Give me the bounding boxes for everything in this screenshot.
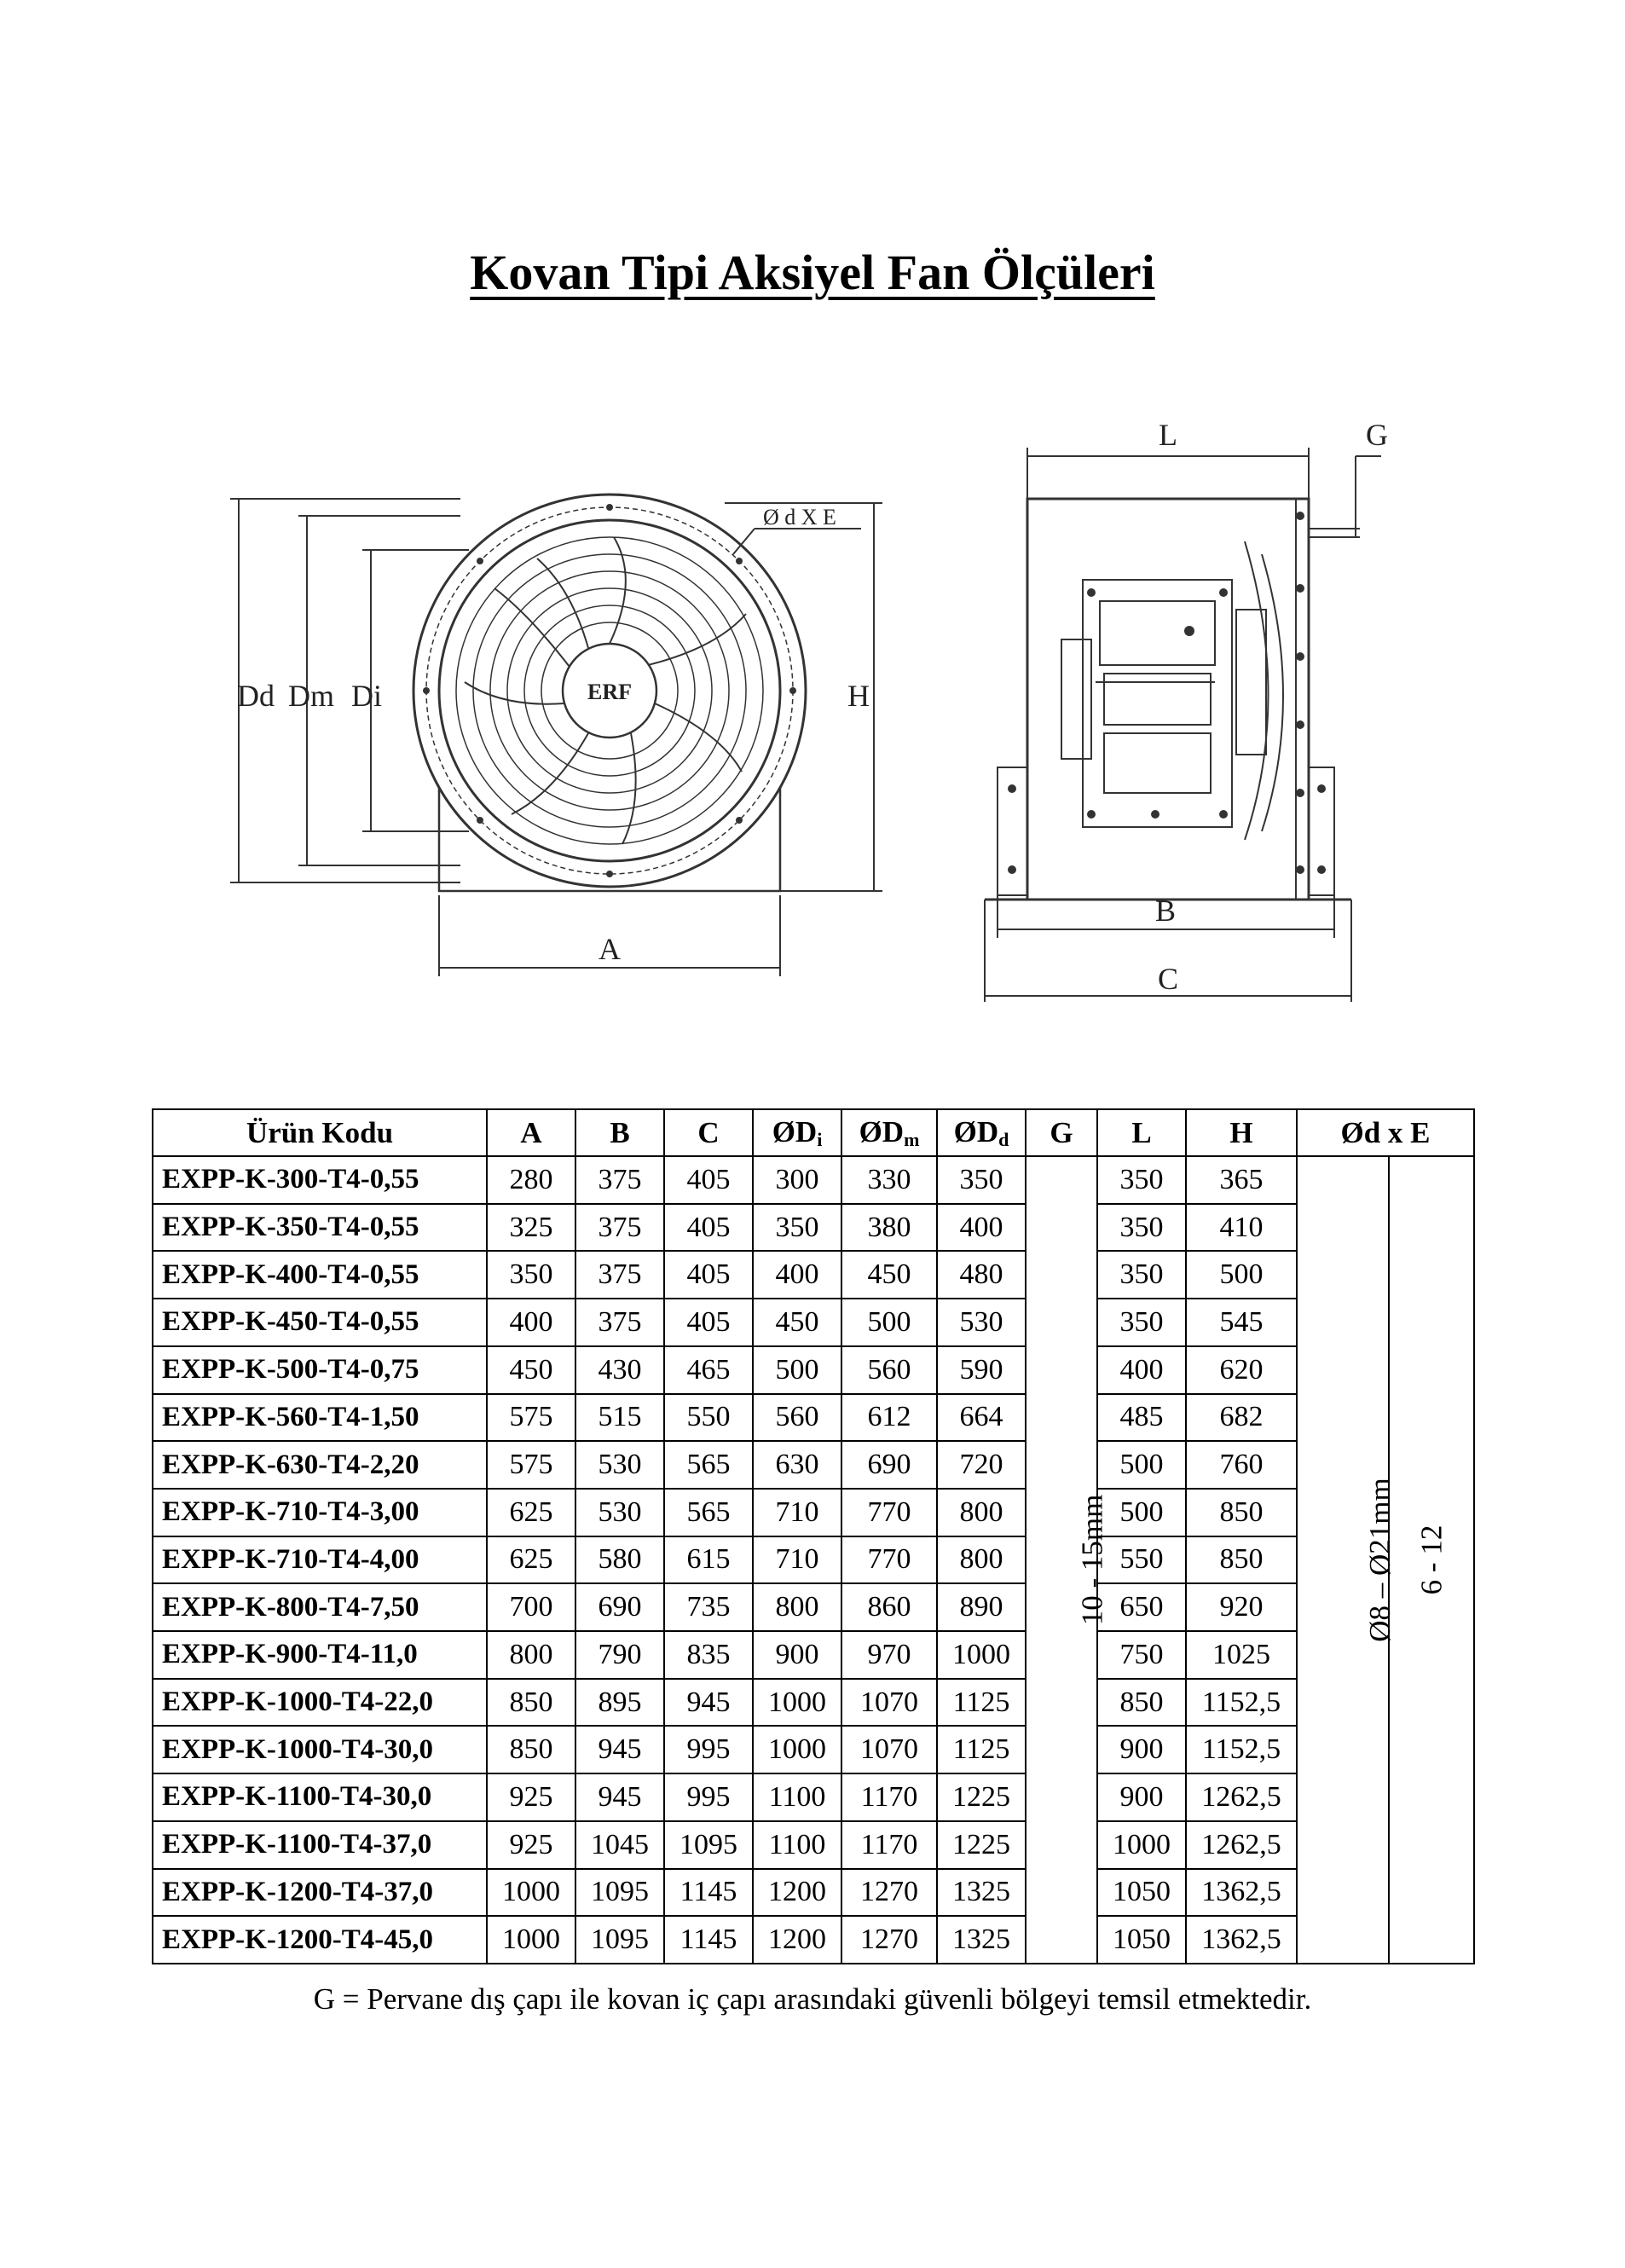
table-header-row [153, 1109, 1474, 1156]
header-code: Ürün Kodu [153, 1109, 487, 1156]
table-row: EXPP-K-710-T4-3,00 625 530 565 710 770 800 500 850 [153, 1489, 1474, 1536]
header-l: L [1097, 1109, 1186, 1156]
table-row: EXPP-K-1100-T4-30,0 925 945 995 1100 1170 1225 900 1262,5 [153, 1773, 1474, 1821]
label-a: A [599, 932, 621, 966]
table-row: EXPP-K-630-T4-2,20 575 530 565 630 690 720 500 760 [153, 1441, 1474, 1489]
header-di: $ØD_i$ [753, 1109, 841, 1156]
table-row: EXPP-K-1000-T4-30,0 850 945 995 1000 1070 1125 900 1152,5 [153, 1726, 1474, 1773]
label-dm: Dm [288, 679, 334, 713]
d-value: Ø8 – Ø21mm [1362, 1477, 1397, 1642]
e-value-cell [1389, 1156, 1474, 1964]
header-dd: $ØD_d$ [937, 1109, 1026, 1156]
table-row: EXPP-K-710-T4-4,00 625 580 615 710 770 800 550 850 [153, 1536, 1474, 1584]
header-c: C [664, 1109, 753, 1156]
label-l: L [1159, 418, 1177, 452]
g-value-cell [1026, 1156, 1109, 1964]
table-row: EXPP-K-400-T4-0,55 350 375 405 400 450 480 350 500 [153, 1251, 1474, 1299]
g-value: 10 - 15mm [1075, 1494, 1109, 1625]
e-value: 6 - 12 [1414, 1525, 1449, 1594]
dimension-table [152, 1108, 1475, 1964]
table-row: EXPP-K-300-T4-0,55 280 375 405 300 330 350 10 - 15mm 350 365 Ø8 – Ø21mm 6 - 12 [153, 1156, 1474, 1204]
header-a: A [487, 1109, 575, 1156]
label-dd: Dd [237, 679, 275, 713]
label-h: H [847, 679, 870, 713]
table-body [153, 1156, 1474, 1964]
table-row: EXPP-K-900-T4-11,0 800 790 835 900 970 1000 750 1025 [153, 1631, 1474, 1679]
footnote: G = Pervane dış çapı ile kovan iç çapı arasındaki güvenli bölgeyi temsil etmektedir. [313, 1982, 1312, 2016]
header-b: B [575, 1109, 664, 1156]
front-view-drawing [213, 477, 912, 998]
table-row: EXPP-K-560-T4-1,50 575 515 550 560 612 664 485 682 [153, 1394, 1474, 1442]
table-row: EXPP-K-450-T4-0,55 400 375 405 450 500 530 350 545 [153, 1299, 1474, 1346]
label-g: G [1366, 418, 1388, 452]
table-row: EXPP-K-1200-T4-45,0 1000 1095 1145 1200 1270 1325 1050 1362,5 [153, 1916, 1474, 1964]
table-row: EXPP-K-800-T4-7,50 700 690 735 800 860 890 650 920 [153, 1583, 1474, 1631]
label-di: Di [351, 679, 382, 713]
header-g: G [1026, 1109, 1097, 1156]
side-view-drawing [980, 409, 1407, 1006]
label-hole: Ø d X E [763, 505, 836, 529]
table-row: EXPP-K-1100-T4-37,0 925 1045 1095 1100 1170 1225 1000 1262,5 [153, 1821, 1474, 1869]
page-title: Kovan Tipi Aksiyel Fan Ölçüleri [470, 245, 1155, 300]
table-row: EXPP-K-1000-T4-22,0 850 895 945 1000 1070 1125 850 1152,5 [153, 1679, 1474, 1727]
table-row: EXPP-K-350-T4-0,55 325 375 405 350 380 400 350 410 [153, 1204, 1474, 1252]
header-dm: $ØD_m$ [841, 1109, 937, 1156]
fan-logo: ERF [587, 680, 632, 704]
label-c: C [1157, 962, 1179, 996]
table-row: EXPP-K-1200-T4-37,0 1000 1095 1145 1200 1270 1325 1050 1362,5 [153, 1869, 1474, 1917]
label-b: B [1154, 894, 1177, 928]
table-row: EXPP-K-500-T4-0,75 450 430 465 500 560 590 400 620 [153, 1346, 1474, 1394]
d-value-cell [1297, 1156, 1397, 1964]
header-dxe: Ød x E [1297, 1109, 1474, 1156]
header-h: H [1186, 1109, 1297, 1156]
